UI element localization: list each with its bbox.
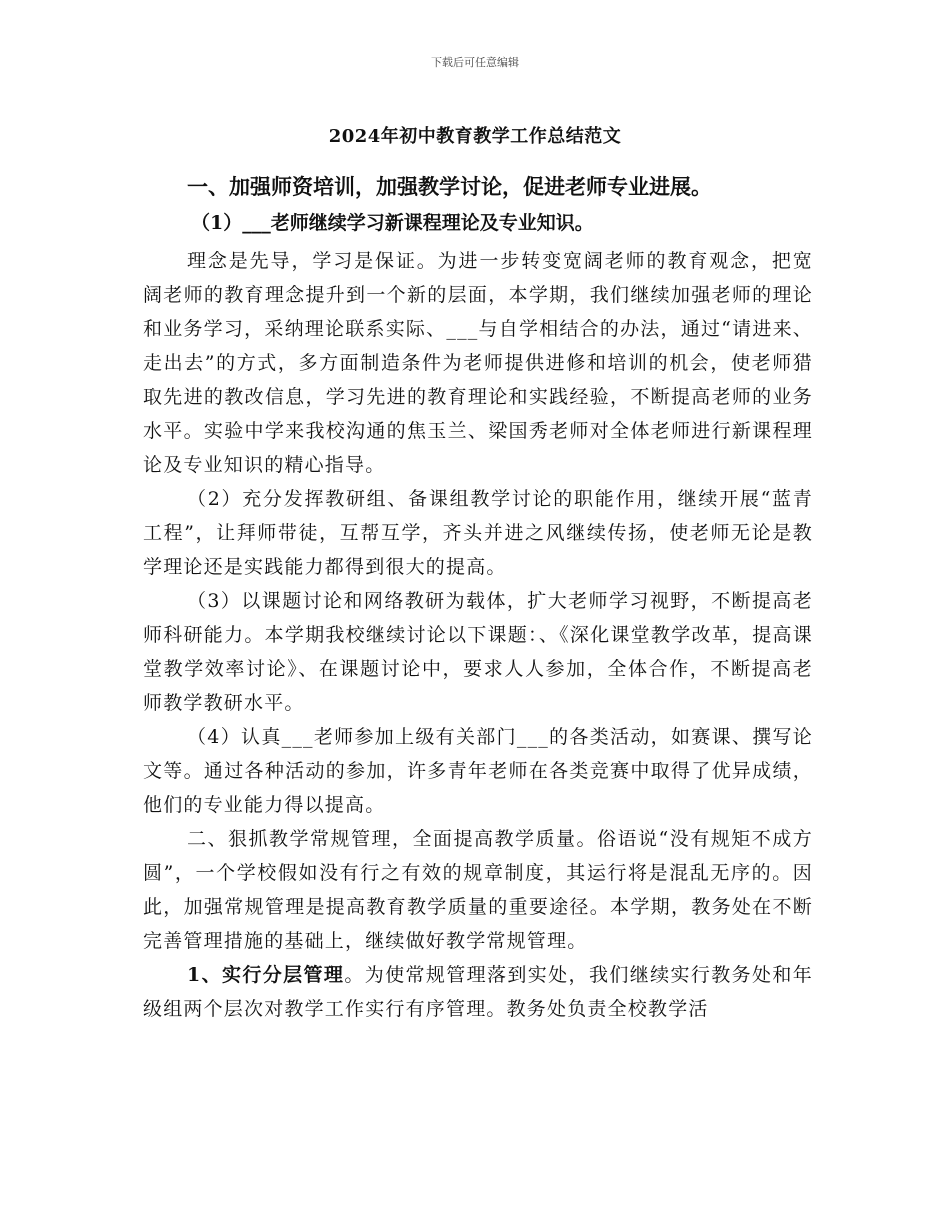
paragraph-4: （4）认真___老师参加上级有关部门___的各类活动，如赛课、撰写论文等。通过各种活动的参加，许多青年老师在各类竞赛中取得了优异成绩，他们的专业能力得以提高。 xyxy=(143,726,813,816)
paragraph-2: （2）充分发挥教研组、备课组教学讨论的职能作用，继续开展“蓝青工程”，让拜师带徒，互帮互学，齐头并进之风继续传扬，使老师无论是教学理论还是实践能力都得到很大的提高。 xyxy=(143,488,813,578)
section-heading-1: 一、加强师资培训，加强教学讨论，促进老师专业进展。 xyxy=(187,174,712,199)
subsection-heading-1: （1）___老师继续学习新课程理论及专业知识。 xyxy=(191,212,594,234)
document-body xyxy=(143,170,813,1026)
header-note: 下载后可任意编辑 xyxy=(431,56,519,69)
paragraph-6-text: 。为使常规管理落到实处，我们继续实行教务处和年级组两个层次对教学工作实行有序管理。教务处负责全校教学活 xyxy=(143,964,813,1020)
paragraph-6-lead: 1、实行分层管理 xyxy=(187,964,345,986)
paragraph-1: 理念是先导，学习是保证。为进一步转变宽阔老师的教育观念，把宽阔老师的教育理念提升到一个新的层面，本学期，我们继续加强老师的理论和业务学习，采纳理论联系实际、___与自学相结合的办法，通过“请进来、走出去”的方式，多方面制造条件为老师提供进修和培训的机会，使老师猎取先进的教改信息，学习先进的教育理论和实践经验，不断提高老师的业务水平。实验中学来我校沟通的焦玉兰、梁国秀老师对全体老师进行新课程理论及专业知识的精心指导。 xyxy=(143,250,813,476)
paragraph-5: 二、狠抓教学常规管理，全面提高教学质量。俗语说“没有规矩不成方圆”，一个学校假如没有行之有效的规章制度，其运行将是混乱无序的。因此，加强常规管理是提高教育教学质量的重要途径。本学期，教务处在不断完善管理措施的基础上，继续做好教学常规管理。 xyxy=(143,828,813,952)
paragraph-6 xyxy=(143,958,813,1026)
document-title: 2024年初中教育教学工作总结范文 xyxy=(328,126,622,147)
paragraph-3: （3）以课题讨论和网络教研为载体，扩大老师学习视野，不断提高老师科研能力。本学期我校继续讨论以下课题：、《深化课堂教学改革，提高课堂教学效率讨论》、在课题讨论中，要求人人参加，全体合作，不断提高老师教学教研水平。 xyxy=(143,590,813,714)
